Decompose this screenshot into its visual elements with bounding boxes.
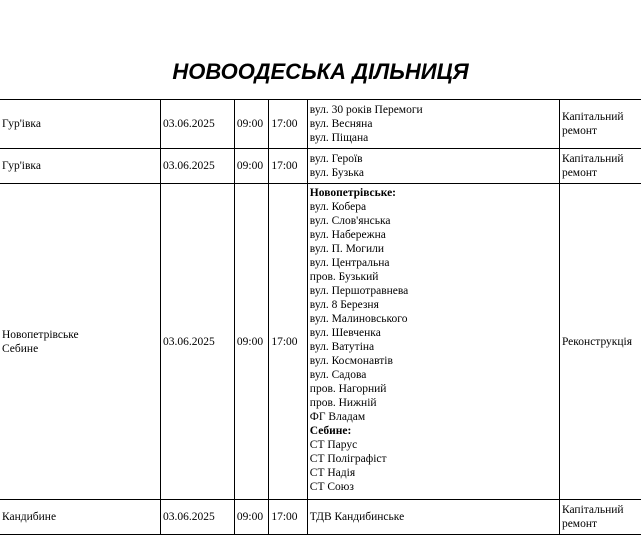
street-item: вул. Шевченка: [309, 327, 381, 339]
end-time-cell: 17:00: [269, 184, 307, 500]
locality-heading: Себине:: [309, 425, 352, 437]
street-item: СТ Поліграфіст: [309, 453, 387, 465]
street-item: пров. Нижній: [309, 397, 377, 409]
locality-cell: [0, 100, 161, 149]
street-item: вул. Бузька: [309, 167, 364, 179]
work-type-cell-line: Капітальний: [561, 111, 624, 123]
street-item: ТДВ Кандибинське: [309, 511, 405, 523]
work-type-cell-line: Капітальний: [561, 504, 624, 516]
locality-cell-line: Кандибине: [2, 511, 57, 523]
start-time-cell: 09:00: [234, 100, 268, 149]
street-item: вул. 8 Березня: [309, 299, 379, 311]
street-item: ФГ Владам: [309, 411, 366, 423]
street-item: вул. 30 років Перемоги: [309, 104, 423, 116]
date-cell: 03.06.2025: [161, 500, 235, 535]
streets-cell: [307, 100, 559, 149]
end-time-cell: 17:00: [269, 100, 307, 149]
work-type-cell: [559, 100, 641, 149]
work-type-cell-line: Капітальний: [561, 153, 624, 165]
street-item: СТ Союз: [309, 481, 354, 493]
locality-heading: Новопетрівське:: [309, 187, 397, 199]
date-cell: 03.06.2025: [161, 149, 235, 184]
street-item: вул. Ватутіна: [309, 341, 375, 353]
locality-cell-line: Гур'івка: [2, 160, 41, 172]
locality-cell: [0, 184, 161, 500]
start-time-cell: 09:00: [234, 149, 268, 184]
street-item: вул. П. Могили: [309, 243, 385, 255]
street-item: пров. Нагорний: [309, 383, 387, 395]
street-item: вул. Першотравнева: [309, 285, 409, 297]
work-type-cell-line: ремонт: [561, 518, 597, 530]
streets-cell: [307, 184, 559, 500]
street-item: вул. Героїв: [309, 153, 363, 165]
locality-cell: [0, 500, 161, 535]
locality-cell-line: Новопетрівське: [2, 328, 79, 341]
outage-schedule-table: [0, 99, 641, 535]
street-item: вул. Малиновського: [309, 313, 408, 325]
start-time-cell: 09:00: [234, 184, 268, 500]
street-item: вул. Піщана: [309, 132, 369, 144]
table-row: [0, 100, 641, 149]
end-time-cell: 17:00: [269, 500, 307, 535]
street-item: вул. Кобера: [309, 201, 367, 213]
work-type-cell-line: ремонт: [561, 125, 597, 137]
street-item: вул. Космонавтів: [309, 355, 393, 367]
locality-cell-line: Себине: [2, 342, 39, 355]
table-row: [0, 500, 641, 535]
table-row: [0, 184, 641, 500]
page-title: НОВООДЕСЬКА ДІЛЬНИЦЯ: [172, 59, 469, 84]
street-item: вул. Весняна: [309, 118, 373, 130]
street-item: вул. Слов'янська: [309, 215, 391, 227]
street-item: вул. Набережна: [309, 229, 386, 241]
streets-cell: [307, 149, 559, 184]
street-item: СТ Надія: [309, 467, 356, 479]
streets-cell: [307, 500, 559, 535]
work-type-cell: [559, 184, 641, 500]
work-type-cell-line: Реконструкція: [561, 335, 633, 348]
locality-cell: [0, 149, 161, 184]
work-type-cell: [559, 149, 641, 184]
date-cell: 03.06.2025: [161, 100, 235, 149]
work-type-cell: [559, 500, 641, 535]
locality-cell-line: Гур'івка: [2, 118, 41, 130]
work-type-cell-line: ремонт: [561, 167, 597, 179]
end-time-cell: 17:00: [269, 149, 307, 184]
street-item: СТ Парус: [309, 439, 358, 451]
street-item: пров. Бузький: [309, 271, 379, 283]
date-cell: 03.06.2025: [161, 184, 235, 500]
table-row: [0, 149, 641, 184]
start-time-cell: 09:00: [234, 500, 268, 535]
street-item: вул. Центральна: [309, 257, 390, 269]
street-item: вул. Садова: [309, 369, 367, 381]
schedule-body: [0, 100, 641, 535]
